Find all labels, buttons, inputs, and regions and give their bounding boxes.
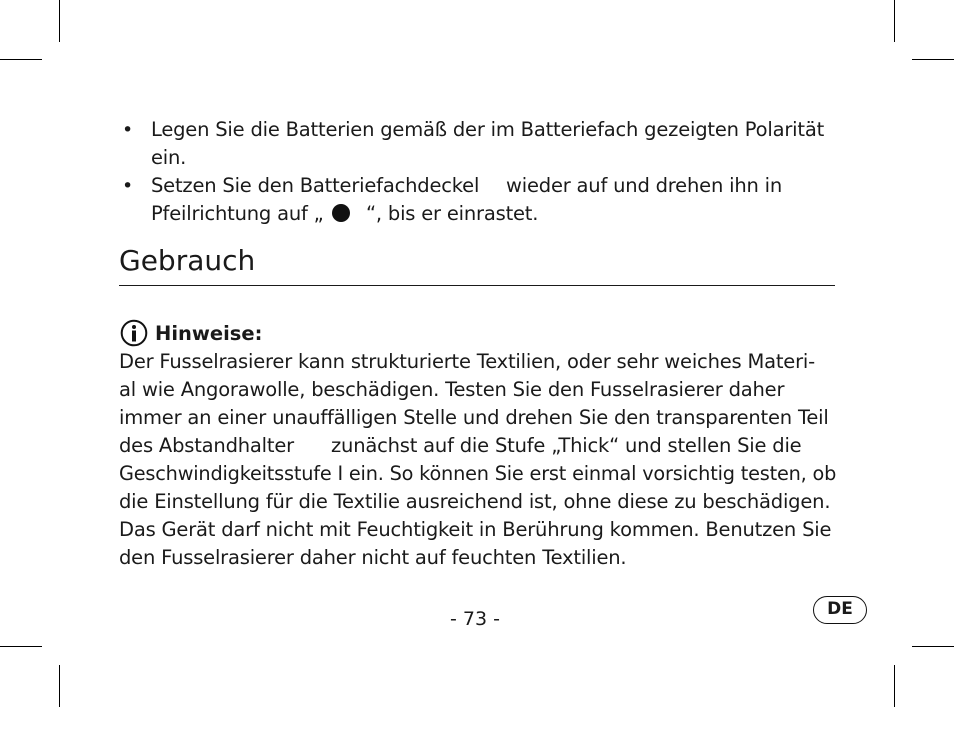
language-badge: DE — [813, 596, 867, 624]
page-number: - 73 - — [450, 608, 500, 630]
crop-mark — [894, 665, 895, 707]
section-title: Gebrauch — [119, 244, 256, 277]
crop-mark — [0, 646, 42, 647]
note-line: immer an einer unauffälligen Stelle und drehen Sie den transparenten Teil — [119, 406, 829, 429]
crop-mark — [59, 0, 60, 42]
note-line: den Fusselrasierer daher nicht auf feuchten Textilien. — [119, 546, 627, 569]
crop-mark — [0, 59, 42, 60]
note-line: Geschwindigkeitsstufe I ein. So können Sie erst einmal vorsichtig testen, ob — [119, 462, 837, 485]
note-line: Der Fusselrasierer kann strukturierte Textilien, oder sehr weiches Materi- — [119, 350, 815, 373]
note-line: zunächst auf die Stufe „Thick“ und stellen Sie die — [331, 434, 802, 457]
info-icon — [120, 319, 148, 347]
bullet-text-line: Legen Sie die Batterien gemäß der im Batteriefach gezeigten Polarität — [151, 118, 825, 141]
crop-mark — [912, 646, 954, 647]
bullet-text-line: “, bis er einrastet. — [366, 202, 539, 225]
crop-mark — [59, 665, 60, 707]
bullet-marker: • — [122, 119, 134, 141]
note-line: des Abstandhalter — [119, 434, 294, 457]
bullet-text-line: wieder auf und drehen ihn in — [506, 174, 783, 197]
bullet-text-line: Setzen Sie den Batteriefachdeckel — [151, 174, 480, 197]
section-divider — [119, 285, 835, 286]
bullet-text-line: ein. — [151, 146, 187, 169]
note-line: Das Gerät darf nicht mit Feuchtigkeit in Berührung kommen. Benutzen Sie — [119, 518, 832, 541]
note-line: al wie Angorawolle, beschädigen. Testen Sie den Fusselrasierer daher — [119, 378, 785, 401]
bullet-marker: • — [122, 175, 134, 197]
note-heading: Hinweise: — [155, 322, 263, 345]
lock-symbol-icon — [332, 204, 350, 222]
crop-mark — [912, 59, 954, 60]
crop-mark — [894, 0, 895, 42]
bullet-text-line: Pfeilrichtung auf „ — [151, 202, 324, 225]
note-line: die Einstellung für die Textilie ausreichend ist, ohne diese zu beschädigen. — [119, 490, 831, 513]
